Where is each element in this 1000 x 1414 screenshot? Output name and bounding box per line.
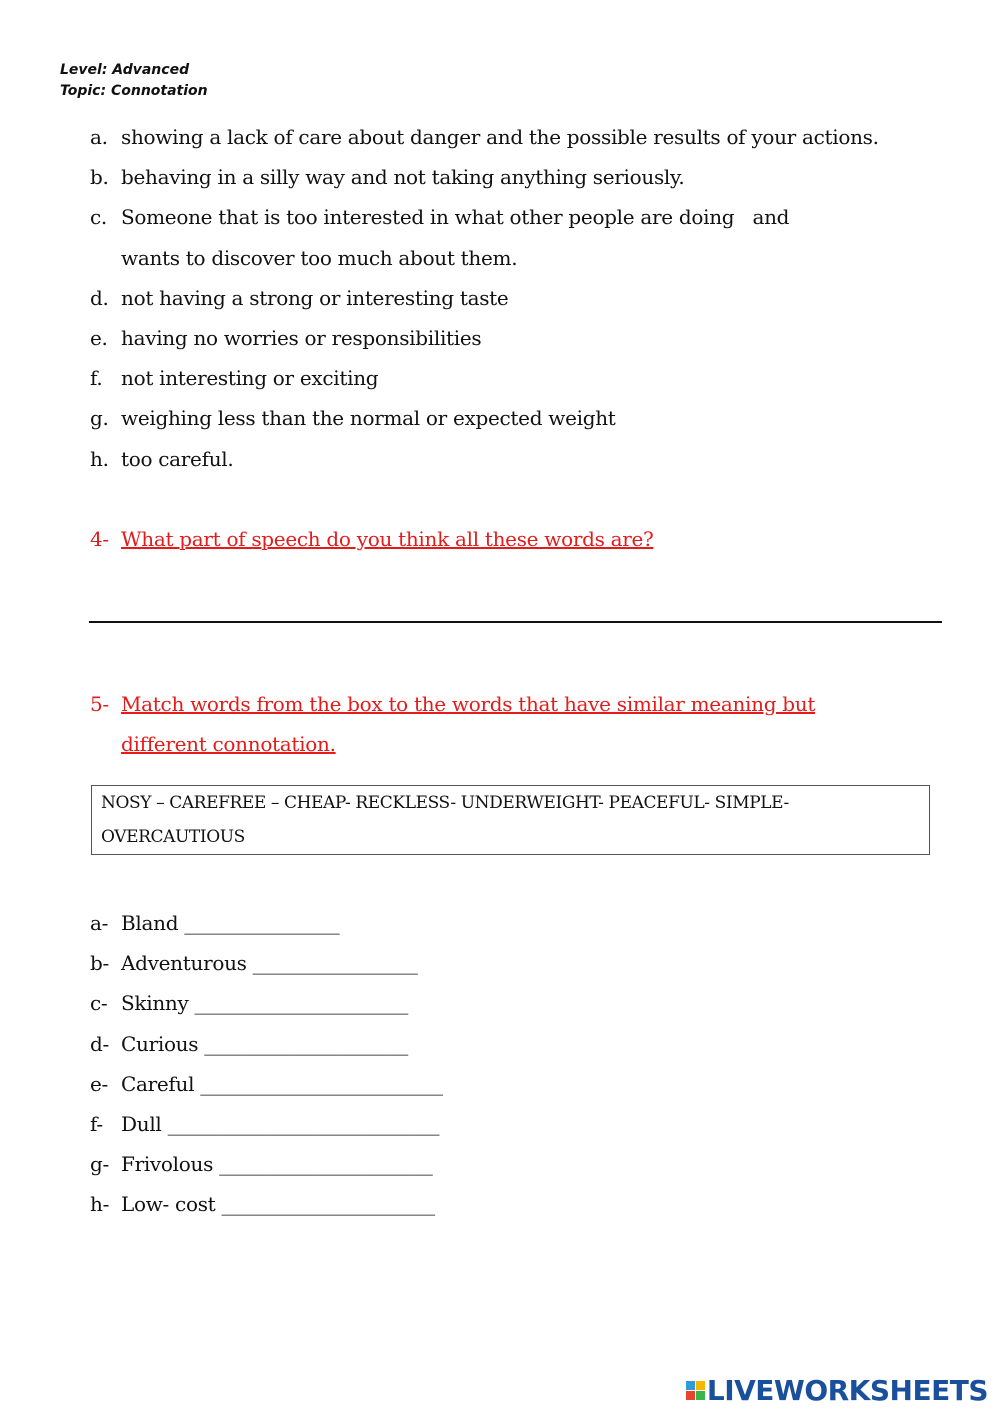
item-text: too careful.: [121, 446, 234, 471]
match-item[interactable]: [90, 1104, 443, 1144]
list-item: [90, 398, 879, 438]
list-item: [90, 318, 879, 358]
matching-list: [90, 903, 443, 1225]
question-text: Match words from the box to the words that have similar meaning but different connotation.: [121, 692, 816, 756]
item-marker: b-: [90, 951, 109, 976]
item-text: having no worries or responsibilities: [121, 326, 482, 351]
match-item[interactable]: [90, 983, 443, 1023]
item-marker: e-: [90, 1071, 108, 1096]
item-marker: h.: [90, 446, 109, 471]
match-text: Skinny ______________________: [121, 991, 408, 1016]
item-text: behaving in a silly way and not taking anything seriously.: [121, 165, 685, 190]
word-box-line-1: NOSY – CAREFREE – CHEAP- RECKLESS- UNDERWEIGHT- PEACEFUL- SIMPLE-: [101, 793, 789, 813]
list-item: [90, 358, 879, 398]
liveworksheets-logo: [686, 1374, 988, 1407]
match-item[interactable]: [90, 1184, 443, 1224]
logo-square-icon: [696, 1381, 705, 1390]
answer-line[interactable]: [89, 621, 942, 623]
question-4: [90, 519, 653, 559]
match-item[interactable]: [90, 1144, 443, 1184]
list-item: [90, 157, 879, 197]
question-5: [90, 684, 880, 764]
list-item: [90, 197, 879, 237]
liveworksheets-logo-icon: [686, 1381, 705, 1400]
match-text: Dull ____________________________: [121, 1112, 440, 1137]
item-marker: g.: [90, 406, 109, 431]
list-item-continuation: [90, 238, 879, 278]
item-marker: a.: [90, 125, 108, 149]
item-text: weighing less than the normal or expected weight: [121, 406, 616, 431]
word-box-line-2: OVERCAUTIOUS: [101, 827, 245, 847]
logo-square-icon: [696, 1391, 705, 1400]
question-number: 5-: [90, 692, 109, 716]
item-text: not having a strong or interesting taste: [121, 285, 509, 310]
match-text: Bland ________________: [121, 911, 340, 935]
item-marker: b.: [90, 165, 109, 190]
match-text: Careful _________________________: [121, 1071, 443, 1096]
item-marker: e.: [90, 326, 108, 351]
match-text: Low- cost ______________________: [121, 1192, 435, 1217]
item-text: wants to discover too much about them.: [121, 245, 518, 270]
match-text: Curious _____________________: [121, 1031, 408, 1056]
worksheet-header: [60, 60, 208, 102]
logo-square-icon: [686, 1381, 695, 1390]
topic-label: Topic: Connotation: [60, 83, 208, 99]
level-label: Level: Advanced: [60, 62, 190, 78]
match-item[interactable]: [90, 903, 443, 943]
logo-square-icon: [686, 1391, 695, 1400]
item-marker: f.: [90, 366, 103, 391]
item-marker: f-: [90, 1112, 103, 1137]
item-text: Someone that is too interested in what other people are doing and: [121, 205, 790, 230]
item-marker: d-: [90, 1031, 109, 1056]
item-marker: h-: [90, 1192, 110, 1217]
logo-text: LIVEWORKSHEETS: [706, 1374, 988, 1407]
match-text: Adventurous _________________: [121, 951, 418, 976]
item-marker: [90, 238, 121, 278]
list-item: [90, 117, 879, 157]
match-text: Frivolous ______________________: [121, 1152, 433, 1177]
item-marker: a-: [90, 911, 109, 935]
item-marker: c-: [90, 991, 108, 1016]
item-marker: d.: [90, 285, 109, 310]
item-text: not interesting or exciting: [121, 366, 379, 391]
list-item: [90, 278, 879, 318]
item-marker: g-: [90, 1152, 109, 1177]
question-text: What part of speech do you think all these words are?: [121, 527, 654, 551]
definitions-list: [90, 117, 879, 479]
match-item[interactable]: [90, 943, 443, 983]
item-text: showing a lack of care about danger and the possible results of your actions.: [121, 125, 879, 149]
match-item[interactable]: [90, 1024, 443, 1064]
item-marker: c.: [90, 205, 107, 230]
question-number: 4-: [90, 527, 109, 551]
match-item[interactable]: [90, 1064, 443, 1104]
list-item: [90, 439, 879, 479]
word-box: [91, 785, 930, 855]
